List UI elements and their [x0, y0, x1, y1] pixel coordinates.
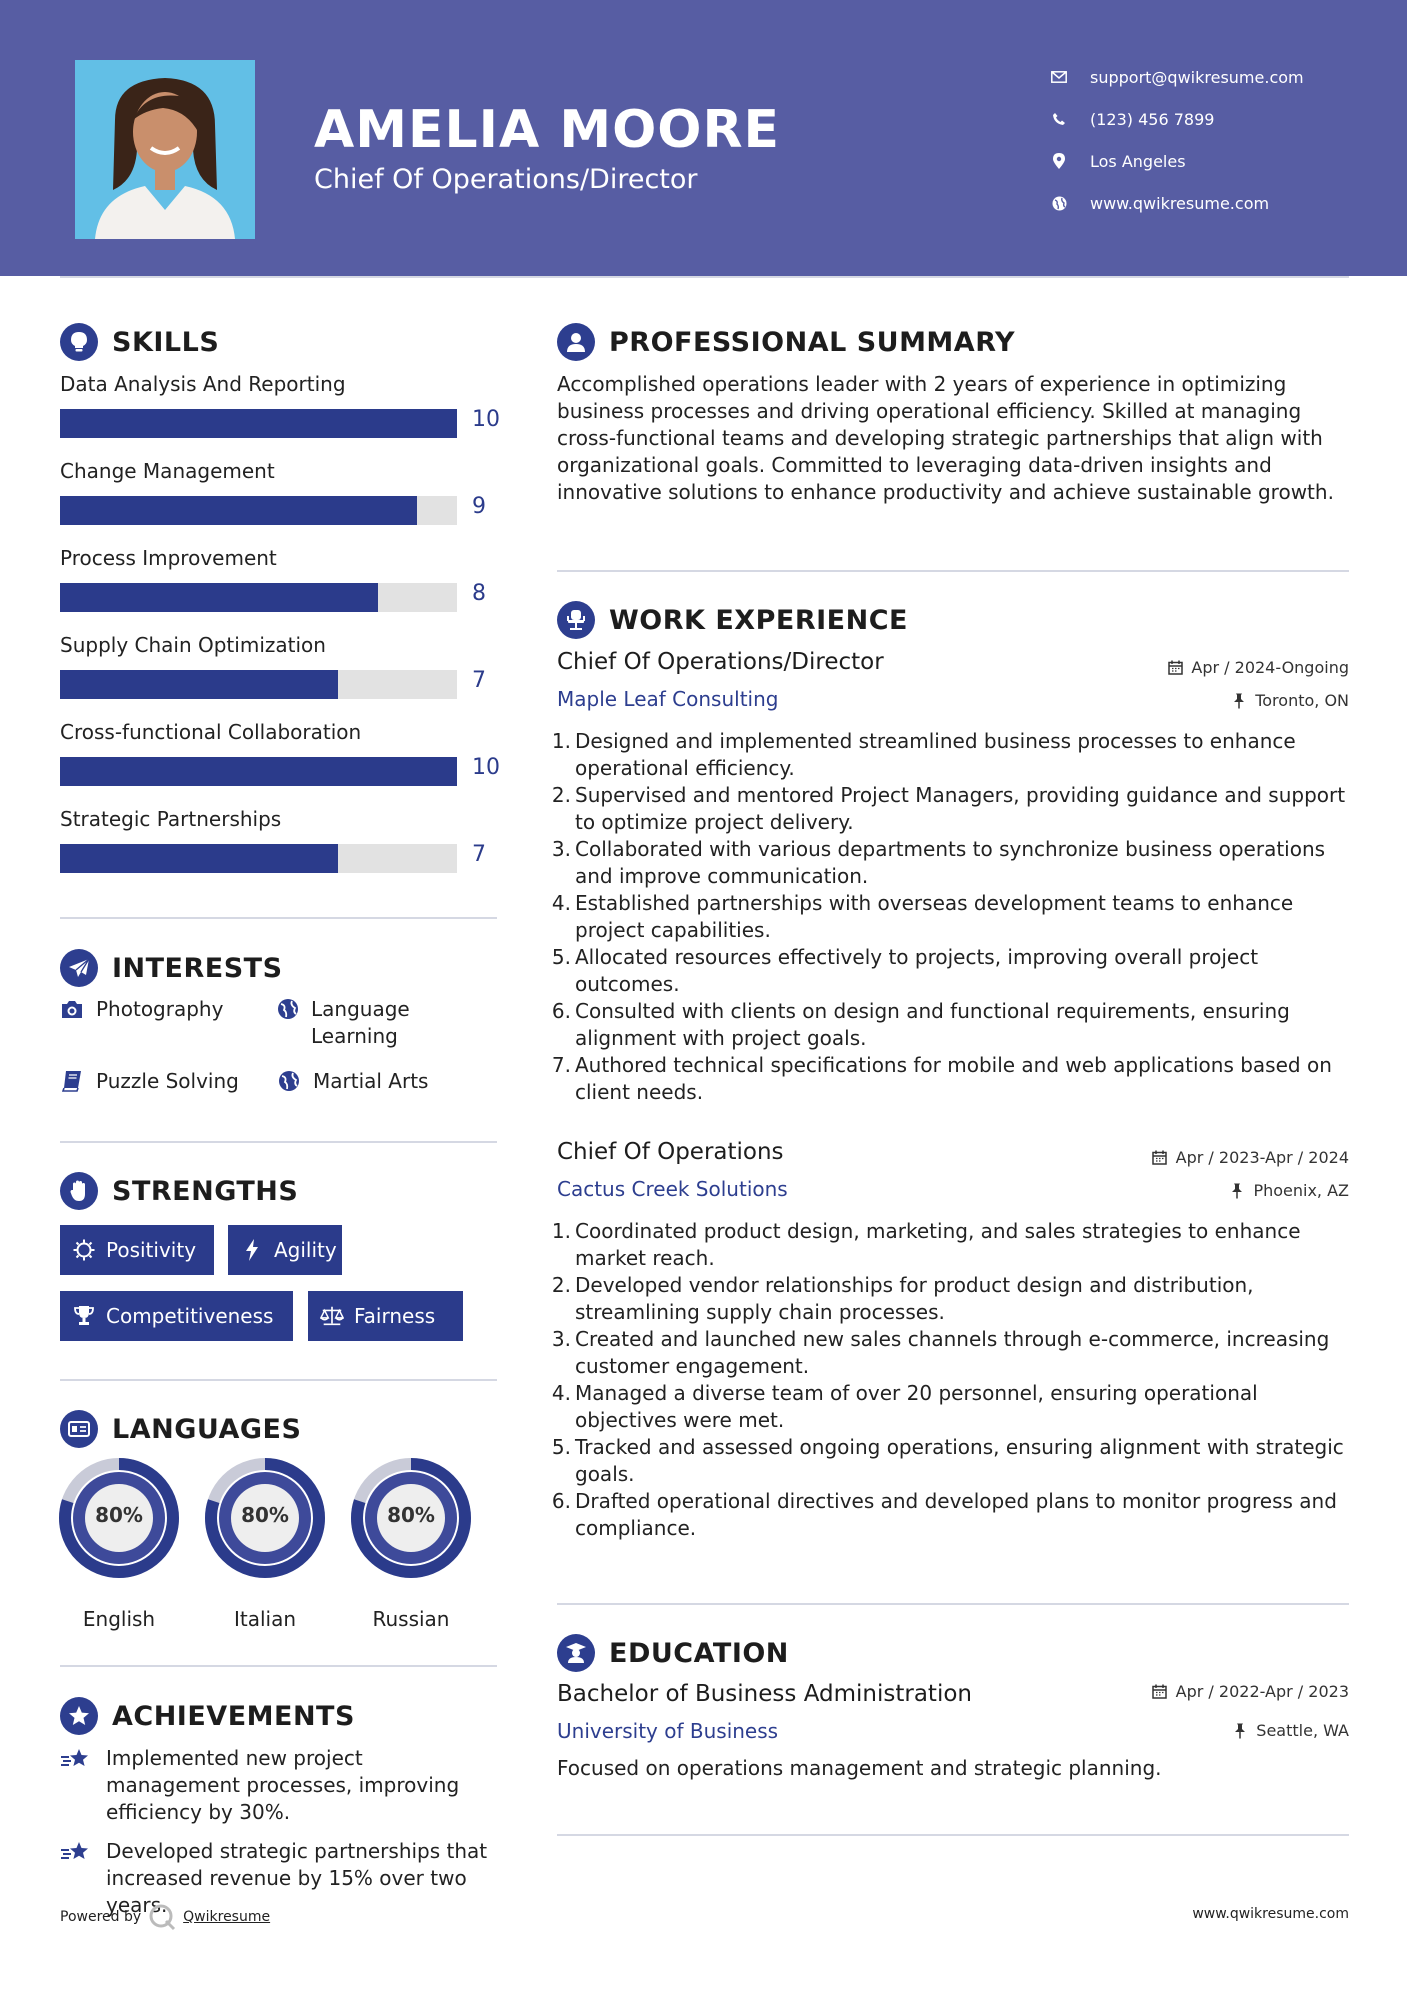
- bullet-number: 4.: [551, 1381, 571, 1405]
- skill-label: Process Improvement: [60, 546, 277, 570]
- strength-badge: [228, 1225, 342, 1275]
- education-dates-text: Apr / 2022-Apr / 2023: [1175, 1682, 1349, 1701]
- bullet-text: Supervised and mentored Project Managers, providing guidance and support to optimize project delivery.: [575, 783, 1346, 834]
- skill-label: Supply Chain Optimization: [60, 633, 326, 657]
- trophy-icon: [72, 1304, 96, 1328]
- job-bullet: [549, 1052, 1349, 1106]
- strength-badge: [60, 1291, 293, 1341]
- bullet-text: Coordinated product design, marketing, and sales strategies to enhance market reach.: [575, 1219, 1301, 1270]
- language-name: English: [82, 1607, 156, 1631]
- skills-divider: [60, 917, 497, 919]
- calendar-icon: [1167, 660, 1183, 676]
- skill-bar-fill: [60, 757, 457, 786]
- bullet-number: 2.: [551, 783, 571, 807]
- skill-bar-fill: [60, 844, 338, 873]
- language-name: Russian: [372, 1607, 450, 1631]
- website-text: www.qwikresume.com: [1090, 193, 1270, 213]
- bullet-text: Drafted operational directives and developed plans to monitor progress and compliance.: [575, 1489, 1337, 1540]
- job-location-text: Phoenix, AZ: [1253, 1181, 1349, 1200]
- language-percent: 80%: [241, 1503, 289, 1527]
- bullet-text: Managed a diverse team of over 20 personnel, ensuring operational objectives were met.: [575, 1381, 1258, 1432]
- globe-icon: [1048, 193, 1070, 213]
- bullet-text: Developed vendor relationships for product design and distribution, streamlining supply chain processes.: [575, 1273, 1254, 1324]
- strength-label: Positivity: [106, 1238, 197, 1262]
- job-bullet: [549, 782, 1349, 836]
- company-name: Maple Leaf Consulting: [557, 687, 779, 711]
- job-bullets: [549, 1218, 1349, 1542]
- languages-divider: [60, 1665, 497, 1667]
- summary-divider: [557, 570, 1349, 572]
- skill-bar-track: [60, 409, 457, 438]
- skill-bar-track: [60, 844, 457, 873]
- bullet-text: Designed and implemented streamlined business processes to enhance operational efficiency.: [575, 729, 1296, 780]
- sun-icon: [72, 1238, 96, 1262]
- job-bullet: [549, 1326, 1349, 1380]
- candidate-role: Chief Of Operations/Director: [314, 164, 698, 195]
- candidate-name: AMELIA MOORE: [314, 100, 781, 160]
- language-item: [58, 1457, 180, 1631]
- strength-label: Agility: [274, 1238, 337, 1262]
- job-location-text: Toronto, ON: [1255, 691, 1349, 710]
- job-bullet: [549, 890, 1349, 944]
- education-location: [1232, 1721, 1349, 1740]
- job-title: Chief Of Operations: [557, 1139, 784, 1165]
- contact-list: [1048, 56, 1304, 224]
- strengths-title: STRENGTHS: [112, 1175, 299, 1207]
- office-chair-icon: [557, 601, 595, 639]
- job-bullet: [549, 836, 1349, 890]
- bullet-text: Consulted with clients on design and functional requirements, ensuring alignment with project goals.: [575, 999, 1290, 1050]
- skill-label: Change Management: [60, 459, 275, 483]
- summary-title: PROFESSIONAL SUMMARY: [609, 326, 1016, 358]
- education-description: Focused on operations management and strategic planning.: [557, 1756, 1162, 1780]
- job-dates: [1152, 1148, 1349, 1167]
- language-name: Italian: [233, 1607, 297, 1631]
- skills-heading: [60, 323, 219, 361]
- job-dates: [1167, 658, 1349, 677]
- bullet-text: Authored technical specifications for mobile and web applications based on client needs.: [575, 1053, 1332, 1104]
- user-icon: [557, 323, 595, 361]
- bullet-text: Collaborated with various departments to synchronize business operations and improve communication.: [575, 837, 1326, 888]
- interest-label: Puzzle Solving: [96, 1069, 239, 1093]
- contact-location: [1048, 140, 1304, 182]
- job-bullet: [549, 1272, 1349, 1326]
- interests-heading: [60, 949, 283, 987]
- bullet-number: 4.: [551, 891, 571, 915]
- bullet-number: 1.: [551, 729, 571, 753]
- experience-divider: [557, 1603, 1349, 1605]
- interest-label: Martial Arts: [313, 1069, 429, 1093]
- contact-phone[interactable]: [1048, 98, 1304, 140]
- paper-plane-icon: [60, 949, 98, 987]
- bullet-number: 3.: [551, 1327, 571, 1351]
- header-divider: [60, 276, 1349, 278]
- camera-icon: [60, 997, 84, 1021]
- bullet-number: 6.: [551, 1489, 571, 1513]
- hand-icon: [60, 1172, 98, 1210]
- job-title: Chief Of Operations/Director: [557, 649, 884, 675]
- achievements-heading: [60, 1697, 355, 1735]
- job-dates-text: Apr / 2023-Apr / 2024: [1175, 1148, 1349, 1167]
- bullet-number: 5.: [551, 945, 571, 969]
- interest-label: Language Learning: [311, 997, 410, 1048]
- pushpin-icon: [1231, 693, 1247, 709]
- skill-score: 10: [472, 755, 500, 780]
- email-text: support@qwikresume.com: [1090, 67, 1304, 87]
- job-bullet: [549, 944, 1349, 998]
- powered-by-label: Powered by: [60, 1909, 142, 1925]
- globe-icon: [277, 997, 299, 1021]
- map-pin-icon: [1048, 151, 1070, 171]
- contact-website[interactable]: [1048, 182, 1304, 224]
- skill-bar-fill: [60, 409, 457, 438]
- lightbulb-icon: [60, 323, 98, 361]
- strength-badge: [60, 1225, 214, 1275]
- bullet-text: Tracked and assessed ongoing operations, ensuring alignment with strategic goals.: [575, 1435, 1344, 1486]
- footer-website[interactable]: www.qwikresume.com: [1192, 1906, 1349, 1922]
- skill-bar-track: [60, 670, 457, 699]
- school-name: University of Business: [557, 1719, 779, 1743]
- languages-title: LANGUAGES: [112, 1413, 302, 1445]
- skill-bar-fill: [60, 670, 338, 699]
- interests-divider: [60, 1141, 497, 1143]
- skill-score: 9: [472, 494, 486, 519]
- bolt-icon: [240, 1238, 264, 1262]
- bullet-number: 3.: [551, 837, 571, 861]
- job-dates-text: Apr / 2024-Ongoing: [1191, 658, 1349, 677]
- resume-header: [0, 0, 1407, 276]
- strengths-divider: [60, 1379, 497, 1381]
- globe-icon: [277, 1069, 301, 1093]
- experience-heading: [557, 601, 908, 639]
- achievement-text: Developed strategic partnerships that increased revenue by 15% over two years.: [106, 1839, 488, 1917]
- skill-label: Data Analysis And Reporting: [60, 372, 346, 396]
- brand-link[interactable]: Qwikresume: [183, 1909, 271, 1925]
- strength-label: Fairness: [354, 1304, 436, 1328]
- job-bullet: [549, 728, 1349, 782]
- skill-score: 7: [472, 668, 486, 693]
- strengths-heading: [60, 1172, 298, 1210]
- contact-email[interactable]: [1048, 56, 1304, 98]
- scales-icon: [320, 1304, 344, 1328]
- interest-item: [277, 1068, 457, 1095]
- education-location-text: Seattle, WA: [1256, 1721, 1349, 1740]
- pushpin-icon: [1229, 1183, 1245, 1199]
- location-text: Los Angeles: [1090, 151, 1186, 171]
- strength-label: Competitiveness: [106, 1304, 274, 1328]
- graduate-icon: [557, 1634, 595, 1672]
- job-bullet: [549, 998, 1349, 1052]
- shooting-star-icon: [60, 1747, 92, 1775]
- bullet-number: 7.: [551, 1053, 571, 1077]
- job-bullet: [549, 1434, 1349, 1488]
- book-icon: [60, 1069, 84, 1093]
- skill-label: Strategic Partnerships: [60, 807, 282, 831]
- language-item: [350, 1457, 472, 1631]
- education-dates: [1152, 1682, 1349, 1701]
- skill-bar-track: [60, 583, 457, 612]
- skill-label: Cross-functional Collaboration: [60, 720, 362, 744]
- achievement-item: [60, 1745, 500, 1826]
- shooting-star-icon: [60, 1840, 92, 1868]
- language-percent: 80%: [387, 1503, 435, 1527]
- languages-heading: [60, 1410, 301, 1448]
- phone-icon: [1048, 109, 1070, 129]
- bullet-text: Allocated resources effectively to projects, improving overall project outcomes.: [575, 945, 1259, 996]
- summary-text: Accomplished operations leader with 2 years of experience in optimizing business processes and driving operational efficiency. Skilled at managing cross-functional teams and developing strategic partnerships that align with organizational goals. Committed to leveraging data-driven insights and innovative solutions to enhance productivity and achieve sustainable growth.: [557, 372, 1334, 504]
- phone-text: (123) 456 7899: [1090, 109, 1215, 129]
- job-bullet: [549, 1488, 1349, 1542]
- skill-bar-fill: [60, 496, 417, 525]
- pushpin-icon: [1232, 1723, 1248, 1739]
- strength-badge: [308, 1291, 463, 1341]
- education-heading: [557, 1634, 789, 1672]
- profile-photo: [75, 60, 255, 239]
- company-name: Cactus Creek Solutions: [557, 1177, 788, 1201]
- skill-score: 10: [472, 407, 500, 432]
- achievements-title: ACHIEVEMENTS: [112, 1700, 355, 1732]
- interest-label: Photography: [96, 997, 224, 1021]
- star-badge-icon: [60, 1697, 98, 1735]
- interest-item: [60, 1068, 260, 1095]
- summary-heading: [557, 323, 1015, 361]
- experience-title: WORK EXPERIENCE: [609, 604, 908, 636]
- bullet-text: Established partnerships with overseas development teams to enhance project capabilities.: [575, 891, 1294, 942]
- bullet-text: Created and launched new sales channels through e-commerce, increasing customer engagement.: [575, 1327, 1330, 1378]
- skill-bar-track: [60, 757, 457, 786]
- id-card-icon: [60, 1410, 98, 1448]
- bullet-number: 1.: [551, 1219, 571, 1243]
- degree-title: Bachelor of Business Administration: [557, 1681, 972, 1707]
- interests-title: INTERESTS: [112, 952, 283, 984]
- skill-bar-track: [60, 496, 457, 525]
- achievement-text: Implemented new project management processes, improving efficiency by 30%.: [106, 1746, 460, 1824]
- education-title: EDUCATION: [609, 1637, 789, 1669]
- skill-score: 8: [472, 581, 486, 606]
- calendar-icon: [1152, 1150, 1168, 1166]
- envelope-icon: [1048, 67, 1070, 87]
- bullet-number: 6.: [551, 999, 571, 1023]
- job-location: [1231, 691, 1349, 710]
- language-percent: 80%: [95, 1503, 143, 1527]
- interest-item: [277, 996, 457, 1050]
- skills-title: SKILLS: [112, 326, 220, 358]
- job-location: [1229, 1181, 1349, 1200]
- qwikresume-logo-icon: [147, 1902, 177, 1932]
- bullet-number: 5.: [551, 1435, 571, 1459]
- education-divider: [557, 1834, 1349, 1836]
- skill-bar-fill: [60, 583, 378, 612]
- job-bullet: [549, 1380, 1349, 1434]
- powered-by: [60, 1902, 270, 1932]
- interest-item: [60, 996, 260, 1023]
- skill-score: 7: [472, 842, 486, 867]
- job-bullets: [549, 728, 1349, 1106]
- calendar-icon: [1152, 1684, 1168, 1700]
- language-item: [204, 1457, 326, 1631]
- bullet-number: 2.: [551, 1273, 571, 1297]
- job-bullet: [549, 1218, 1349, 1272]
